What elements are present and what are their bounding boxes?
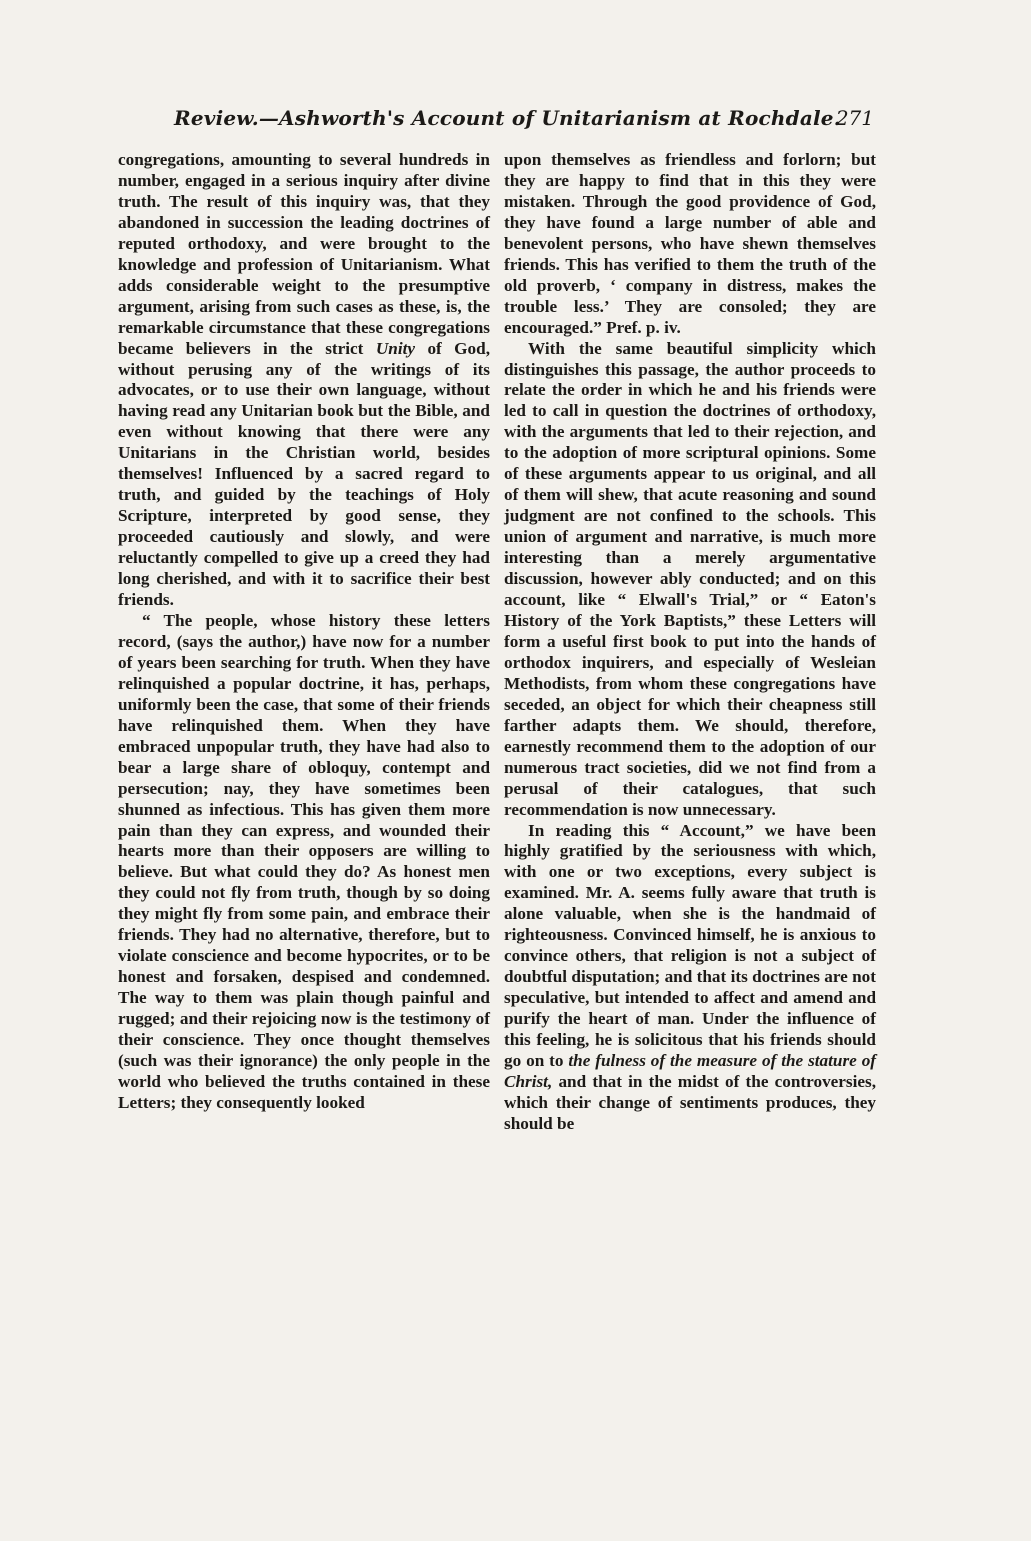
left-p1-text: congregations, amounting to several hundreds in number, engaged in a serious inquiry after divine truth. The result of this inquiry was, that they abandoned in succession the leading doctrines of reputed orthodoxy, and were brought to the knowledge and profession of Unitarianism. What adds considerable weight to the presumptive argument, arising from such cases as these, is, the remarkable circumstance that these congregations became believers in the strict	[118, 150, 490, 358]
left-paragraph-2: “ The people, whose history these letters record, (says the author,) have now for a number of years been searching for truth. When they have relinquished a popular doctrine, it has, perhaps, uniformly been the case, that some of their friends have relinquished them. When they have embraced unpopular truth, they have had also to bear a large share of obloquy, contempt and persecution; nay, they have sometimes been shunned as infectious. This has given them more pain than they can express, and wounded their hearts more than their opposers are willing to believe. But what could they do? As honest men they could not fly from truth, though by so doing they might fly from some pain, and embrace their friends. They had no alternative, therefore, but to violate conscience and become hypocrites, or to be honest and forsaken, despised and condemned. The way to them was plain though painful and rugged; and their rejoicing now is the testimony of their conscience. They once thought themselves (such was their ignorance) the only people in the world who believed the truths contained in these Letters; they consequently looked	[118, 610, 490, 1112]
right-p3-rest: and that in the midst of the controversies, which their change of sentiments produces, they should be	[504, 1071, 877, 1133]
right-paragraph-2: With the same beautiful simplicity which distinguishes this passage, the author proceeds to relate the order in which he and his friends were led to call in question the doctrines of orthodoxy, with the arguments that led to their rejection, and to the adoption of more scriptural opinions. Some of these arguments appear to us original, and all of them will shew, that acute reasoning and sound judgment are not confined to the schools. This union of argument and narrative, is much more interesting than a merely argumentative discussion, however ably conducted; and on this account, like “ Elwall's Trial,” or “ Eaton's History of the York Baptists,” these Letters will form a useful first book to put into the hands of orthodox inquirers, and especially of Wesleian Methodists, from whom these congregations have seceded, an object for which their cheapness still farther adapts them. We should, therefore, earnestly recommend them to the adoption of our numerous tract societies, did we not find from a perusal of their catalogues, that such recommendation is now unnecessary.	[504, 338, 876, 819]
left-p1-rest: of God, without perusing any of the writings of its advocates, or to use their own language, without having read any Unitarian book but the Bible, and even without knowing that there were any Unitarians in the Christian world, besides themselves! Influenced by a sacred regard to truth, and guided by the teachings of Holy Scripture, interpreted by good sense, they proceeded cautiously and slowly, and were reluctantly compelled to give up a creed they had long cherished, and with it to sacrifice their best friends.	[118, 338, 491, 610]
left-paragraph-1	[118, 150, 490, 611]
right-paragraph-3	[504, 821, 876, 1135]
left-p1-emphasis: Unity	[375, 338, 415, 358]
left-column	[118, 150, 490, 1114]
running-head: Review.—Ashworth's Account of Unitarianism at Rochdale.	[174, 106, 841, 130]
right-p3-emphasis: the fulness of the measure of the stature of Christ,	[504, 1050, 877, 1091]
right-p3-text: In reading this “ Account,” we have been highly gratified by the seriousness with which, with one or two exceptions, every subject is examined. Mr. A. seems fully aware that truth is alone valuable, when she is the handmaid of righteousness. Convinced himself, he is anxious to convince others, that religion is not a subject of doubtful disputation; and that its doctrines are not speculative, but intended to affect and amend and purify the heart of man. Under the influence of this feeling, he is solicitous that his friends should go on to	[504, 820, 876, 1070]
right-paragraph-1: upon themselves as friendless and forlorn; but they are happy to find that in this they were mistaken. Through the good providence of God, they have found a large number of able and benevolent persons, who have shewn themselves friends. This has verified to them the truth of the old proverb, ‘ company in distress, makes the trouble less.’ They are consoled; they are encouraged.” Pref. p. iv.	[504, 150, 876, 337]
page-number: 271	[835, 106, 874, 130]
right-column	[504, 150, 876, 1135]
page-header	[122, 106, 874, 136]
